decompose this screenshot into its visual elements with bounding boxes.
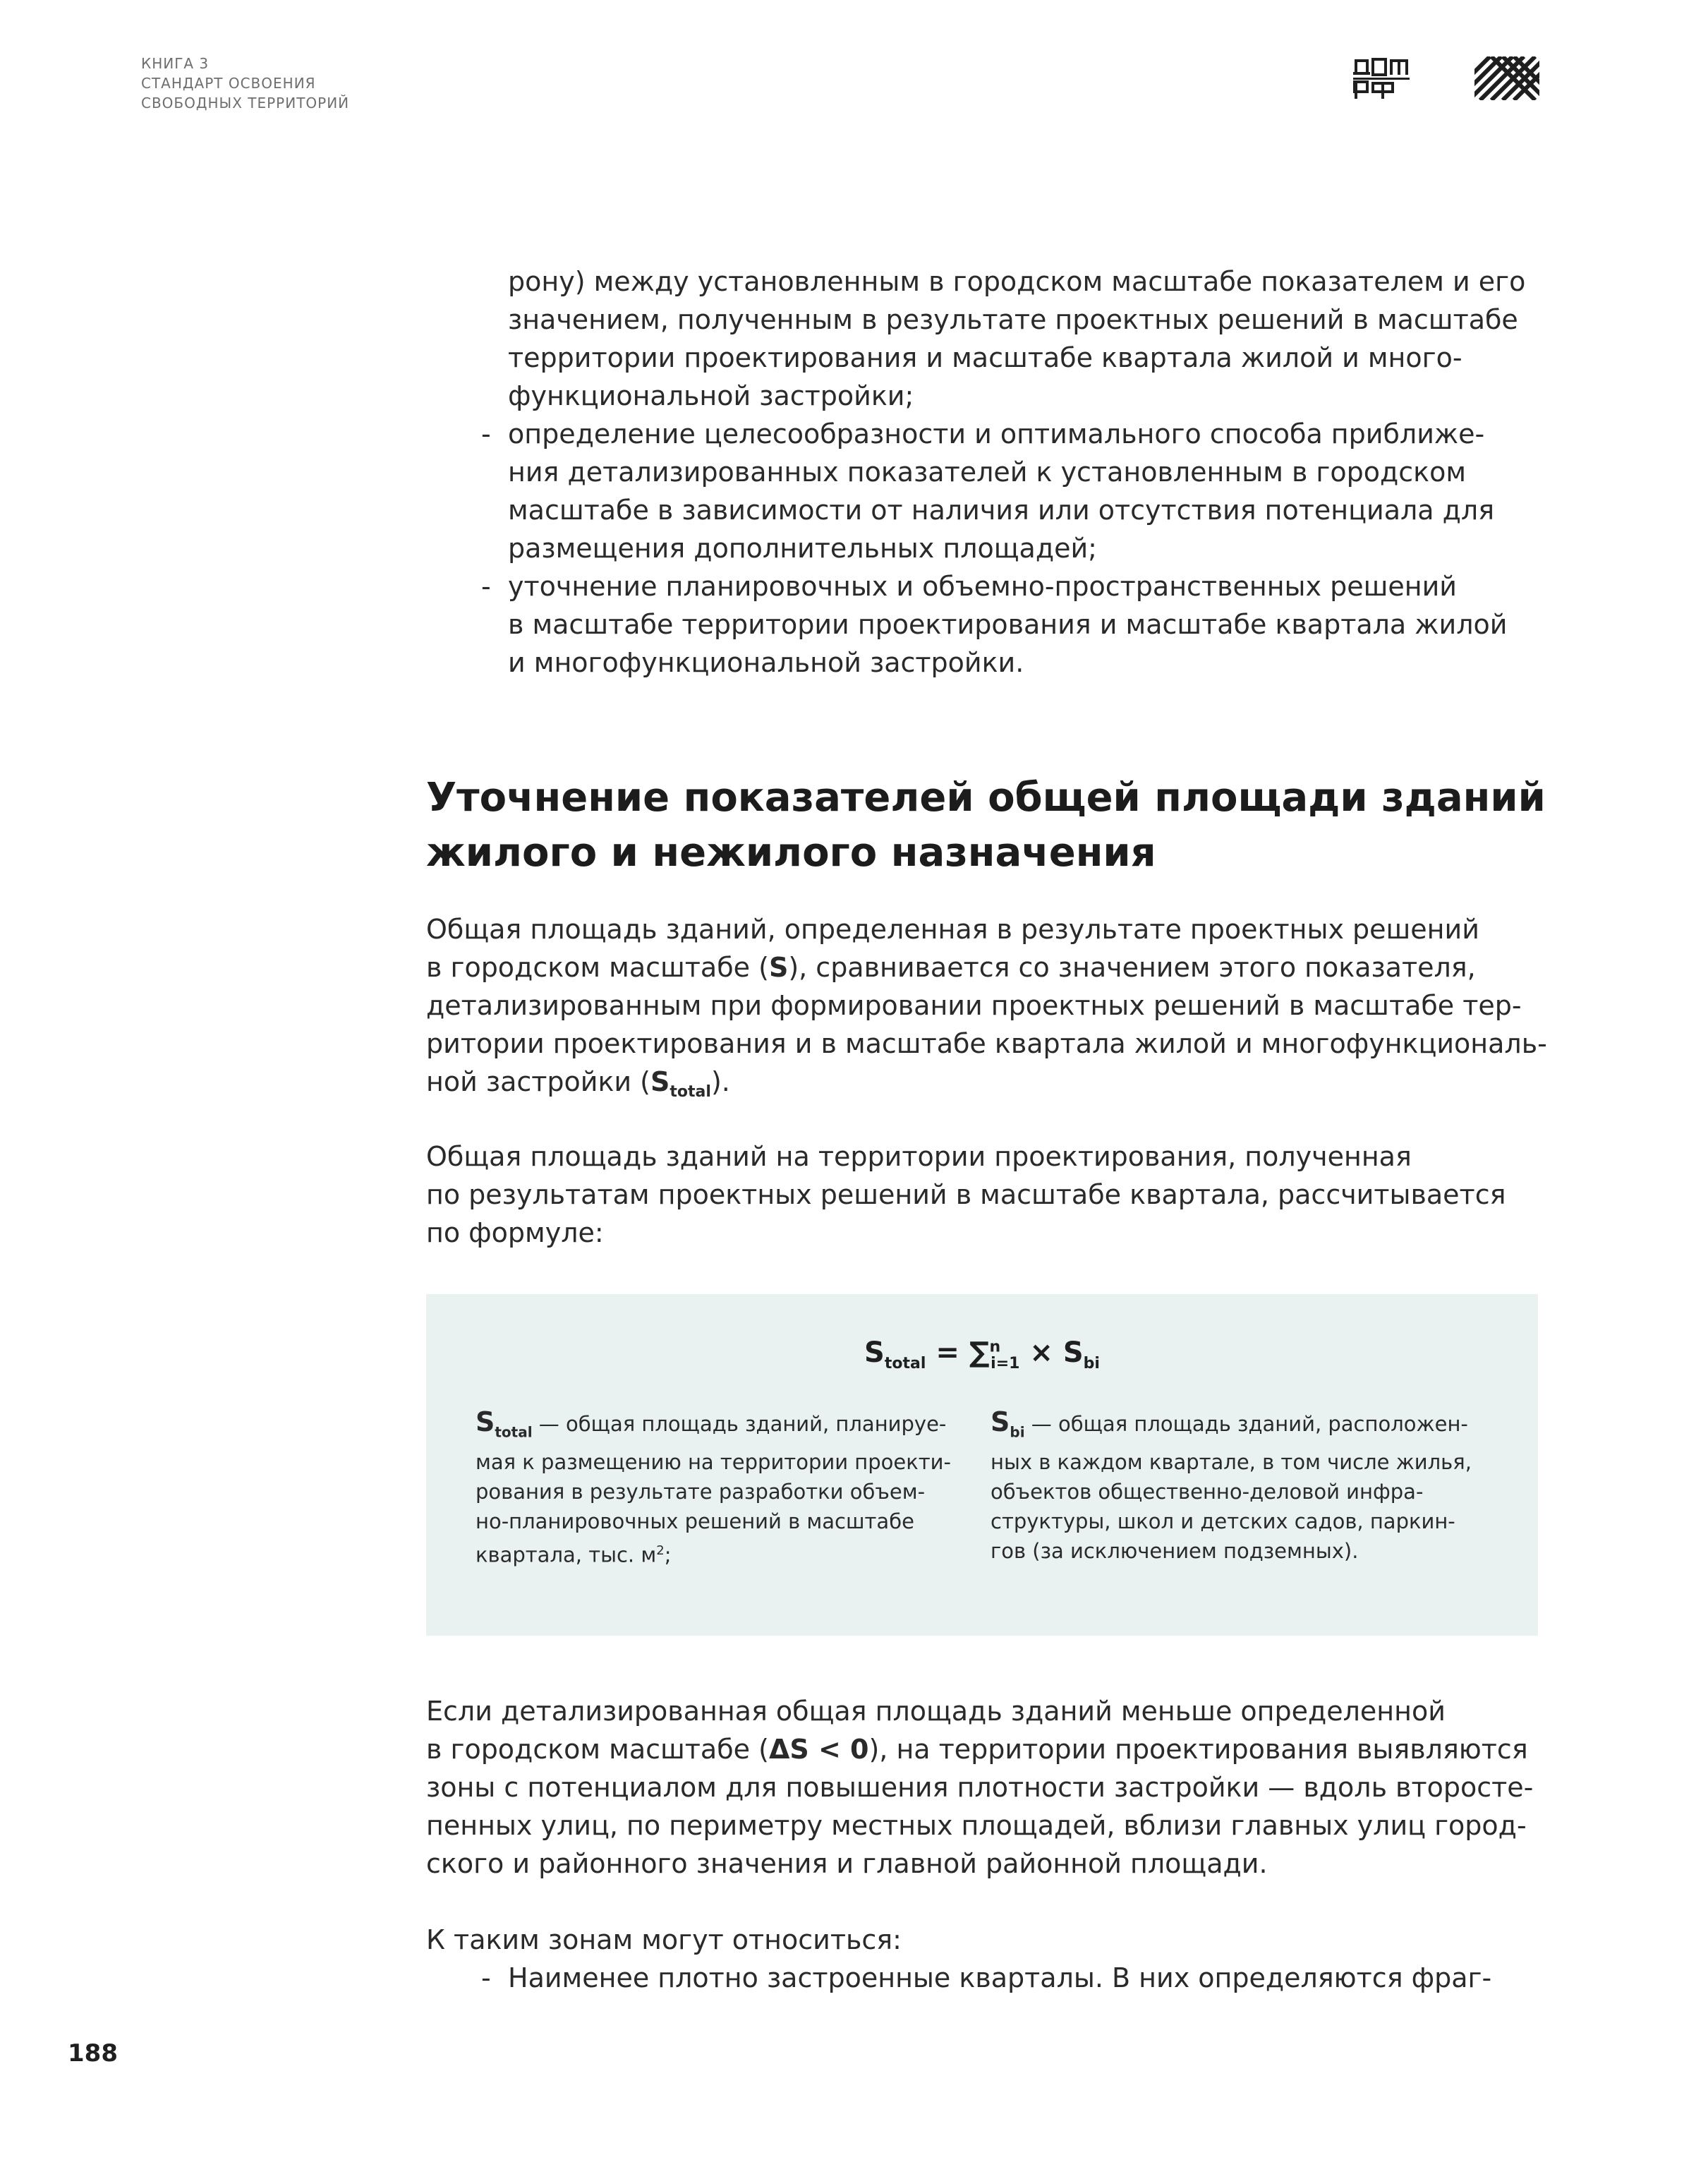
paragraph-4: К таким зонам могут относиться: (426, 1924, 902, 1955)
text-line: зоны с потенциалом для повышения плотности застройки — вдоль второсте- (426, 1772, 1534, 1803)
formula: $S_{total} = \sum^n_{i=1} \times S_{bi}$ (864, 1336, 1100, 1372)
bullet-item-2 (481, 415, 1566, 567)
bullet-item-last (481, 1959, 1492, 1997)
text-line: ной застройки $(S_{total})$. (426, 1066, 730, 1101)
book-header-line-2: СТАНДАРТ ОСВОЕНИЯ (141, 75, 316, 92)
definition-s-bi: $S_{bi}$ — общая площадь зданий, расположен- ных в каждом квартале, в том числе жилья, объектов общественно-деловой инфра- структуры, школ и детских садов, паркин- гов (за исключением подземных). (991, 1407, 1472, 1566)
book-header (141, 54, 349, 113)
text-line: по формуле: (426, 1217, 604, 1248)
bullet-item-3 (481, 567, 1566, 682)
dom-rf-logo (1353, 55, 1410, 100)
text-line: ных в каждом квартале, в том числе жилья, (991, 1449, 1472, 1474)
symbol-s: S (768, 952, 789, 983)
symbol-s-total: $S_{total}$ (476, 1406, 533, 1441)
symbol-delta-s: ΔS < 0 (768, 1734, 869, 1765)
bullet-dash: - (481, 1962, 491, 1993)
bullet-list-top (481, 262, 1566, 682)
text-line: территории проектирования и масштабе квартала жилой и много- (508, 342, 1462, 373)
bullet-continuation (508, 262, 1566, 415)
text-line: определение целесообразности и оптимального способа приближе- (508, 418, 1485, 449)
text-line: но-планировочных решений в масштабе (476, 1509, 914, 1533)
text-line: в масштабе территории проектирования и масштабе квартала жилой (508, 609, 1508, 640)
text-line: структуры, школ и детских садов, паркин- (991, 1509, 1455, 1533)
definition-s-total: $S_{total}$ — общая площадь зданий, планируе- мая к размещению на территории проекти- рования в результате разработки объем- но-планировочных решений в масштабе квартала, тыс. $м^2$; (476, 1407, 951, 1569)
text-line: ритории проектирования и в масштабе квартала жилой и многофункциональ- (426, 1028, 1547, 1059)
symbol-s-bi: $S_{bi}$ (991, 1406, 1025, 1441)
bullet-dash: - (481, 418, 491, 449)
symbol-subscript: total (670, 1083, 711, 1101)
paragraph-2 (426, 1137, 1506, 1252)
text-line: функциональной застройки; (508, 380, 914, 411)
text-line: детализированным при формировании проектных решений в масштабе тер- (426, 990, 1522, 1021)
page-number: 188 (68, 2039, 118, 2068)
book-header-line-1: КНИГА 3 (141, 55, 210, 72)
text-line: гов (за исключением подземных). (991, 1538, 1359, 1563)
text-line: рону) между установленным в городском масштабе показателем и его (508, 266, 1526, 297)
section-heading (426, 771, 1546, 881)
text-line: ния детализированных показателей к установленным в городском (508, 457, 1467, 488)
text-line: мая к размещению на территории проекти- (476, 1449, 951, 1474)
text-line: Общая площадь зданий, определенная в результате проектных решений (426, 914, 1479, 945)
text-line: Если детализированная общая площадь зданий меньше определенной (426, 1696, 1446, 1727)
formula-box (426, 1294, 1538, 1636)
text-line: объектов общественно-деловой инфра- (991, 1479, 1424, 1504)
text-line: Общая площадь зданий на территории проектирования, полученная (426, 1141, 1412, 1172)
text-line: и многофункциональной застройки. (508, 647, 1024, 678)
text-line: значением, полученным в результате проектных решений в масштабе (508, 304, 1518, 335)
bullet-dash: - (481, 571, 491, 602)
text-line: ского и районного значения и главной районной площади. (426, 1848, 1268, 1879)
text-line: квартала, тыс. $м^2$; (476, 1543, 672, 1567)
paragraph-3 (426, 1692, 1533, 1883)
text-line: в городском масштабе (ΔS < 0), на территории проектирования выявляются (426, 1734, 1528, 1765)
book-header-line-3: СВОБОДНЫХ ТЕРРИТОРИЙ (141, 95, 350, 111)
text-line: в городском масштабе (S), сравнивается со значением этого показателя, (426, 952, 1476, 983)
text-line: размещения дополнительных площадей; (508, 533, 1097, 564)
heading-line: Уточнение показателей общей площади зданий (426, 775, 1546, 821)
text-line: рования в результате разработки объем- (476, 1479, 926, 1504)
text-line: по результатам проектных решений в масштабе квартала, рассчитывается (426, 1179, 1506, 1210)
text-line: уточнение планировочных и объемно-пространственных решений (508, 571, 1457, 602)
symbol-s-total: S (650, 1066, 670, 1097)
text-line: пенных улиц, по периметру местных площадей, вблизи главных улиц город- (426, 1810, 1527, 1841)
heading-line: жилого и нежилого назначения (426, 830, 1156, 876)
text-line: Наименее плотно застроенные кварталы. В них определяются фраг- (508, 1962, 1492, 1993)
text-line: масштабе в зависимости от наличия или отсутствия потенциала для (508, 495, 1495, 526)
pattern-logo (1474, 56, 1539, 100)
paragraph-1 (426, 910, 1547, 1111)
